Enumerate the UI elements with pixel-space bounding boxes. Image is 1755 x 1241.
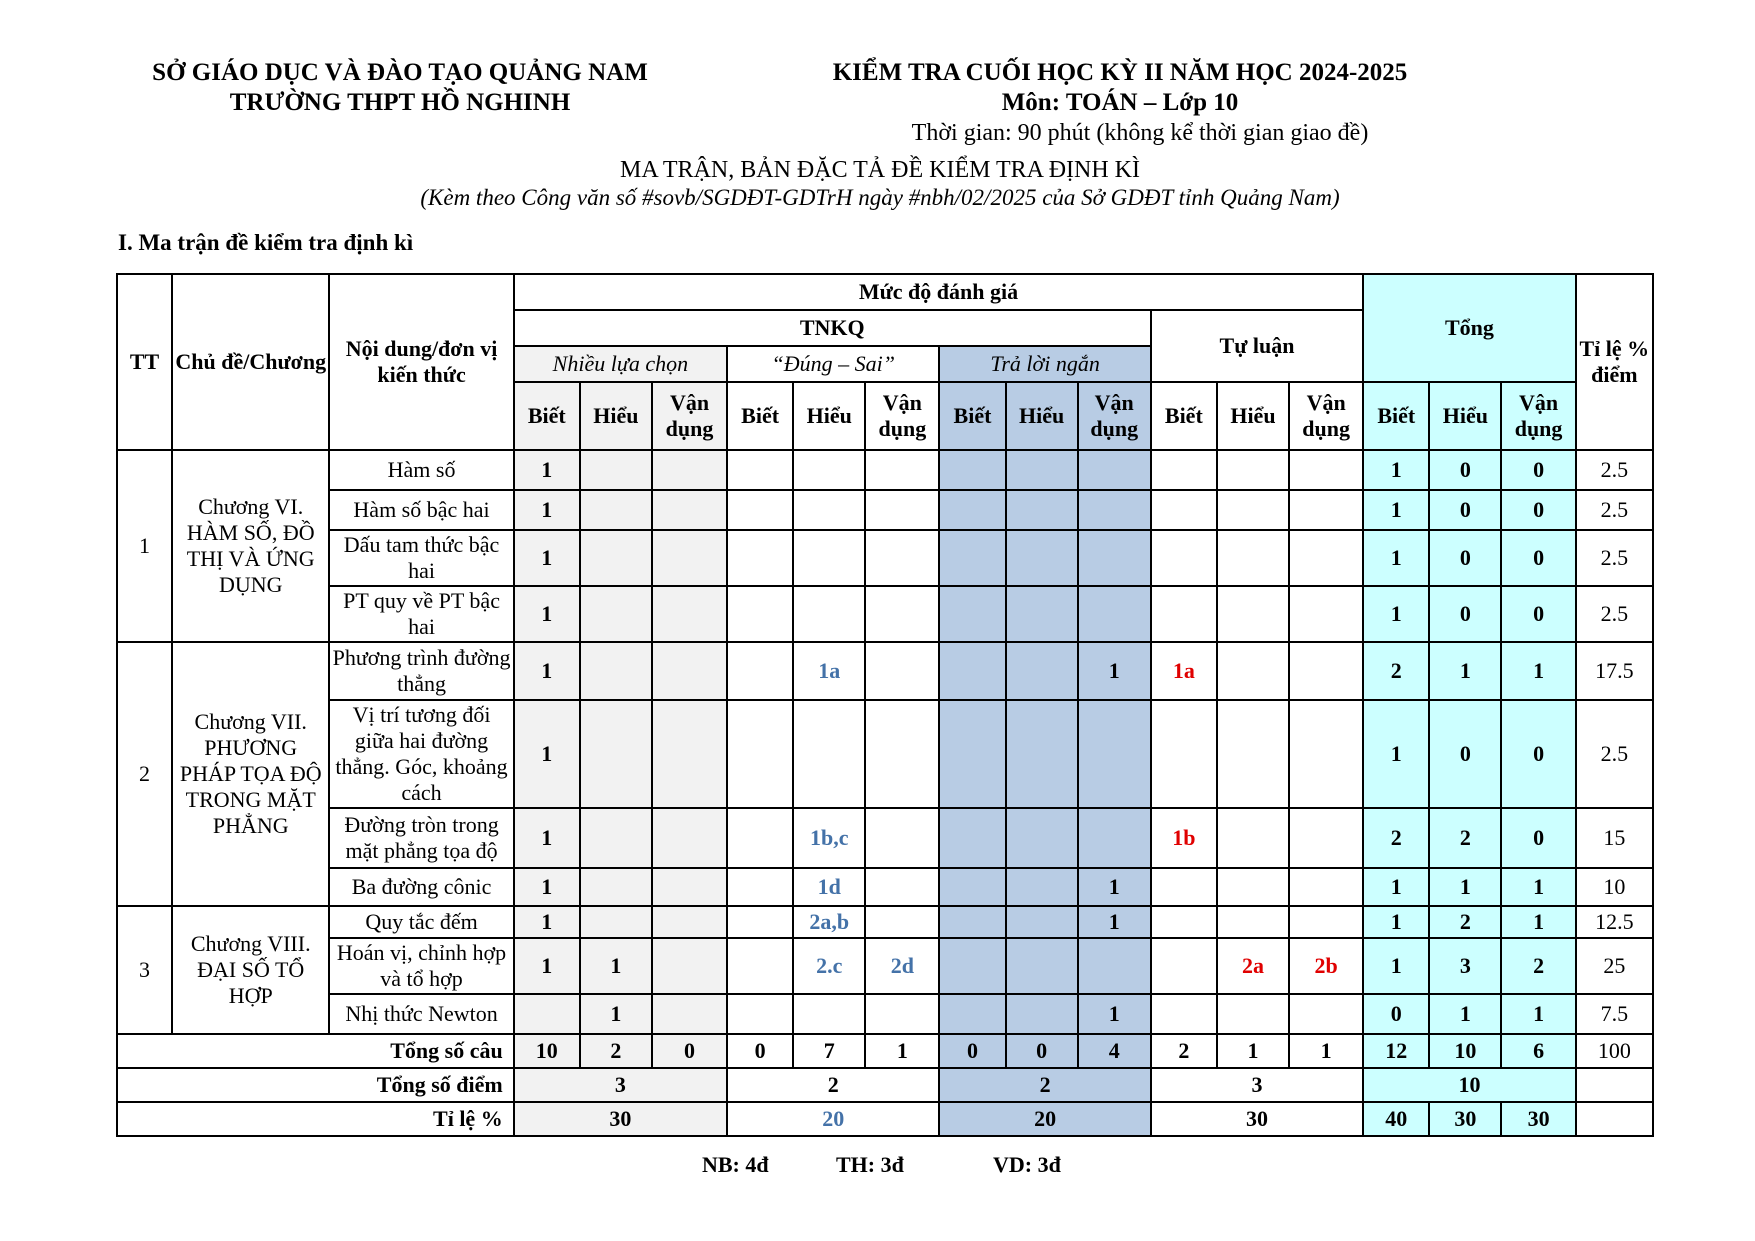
- matrix-cell: [580, 490, 652, 530]
- matrix-cell: [580, 808, 652, 868]
- chapter-name: Chương VII. PHƯƠNG PHÁP TỌA ĐỘ TRONG MẶT PHẲNG: [172, 642, 329, 906]
- matrix-cell: [939, 994, 1005, 1034]
- level-hieu: Hiểu: [1006, 382, 1078, 450]
- school-name: TRƯỜNG THPT HỒ NGHINH: [229, 89, 571, 116]
- matrix-cell: [1217, 530, 1289, 586]
- matrix-cell: [1151, 490, 1217, 530]
- matrix-cell: [652, 450, 727, 490]
- header-content: Nội dung/đơn vị kiến thức: [329, 274, 513, 450]
- total-questions-cell: 2: [580, 1034, 652, 1068]
- table-row: [117, 906, 1653, 938]
- matrix-cell: 1: [514, 490, 580, 530]
- matrix-cell: [580, 868, 652, 906]
- matrix-cell: 1: [1429, 994, 1501, 1034]
- matrix-cell: [1078, 938, 1151, 994]
- matrix-cell: 1: [514, 938, 580, 994]
- matrix-cell: [865, 450, 939, 490]
- matrix-cell: 1: [514, 868, 580, 906]
- level-van-dung: Vận dụng: [1501, 382, 1575, 450]
- topic-name: Ba đường cônic: [329, 868, 513, 906]
- matrix-cell: [1289, 700, 1363, 808]
- matrix-cell: [727, 700, 793, 808]
- matrix-cell: 2: [1363, 642, 1429, 700]
- matrix-cell: [1289, 808, 1363, 868]
- matrix-cell: 1: [1078, 642, 1151, 700]
- matrix-cell: 10: [1576, 868, 1653, 906]
- exam-time: Thời gian: 90 phút (không kể thời gian giao đề): [911, 120, 1369, 146]
- header-multiple-choice: Nhiều lựa chọn: [514, 346, 727, 382]
- matrix-cell: 1: [514, 642, 580, 700]
- matrix-cell: 1: [1078, 994, 1151, 1034]
- matrix-cell: [793, 490, 865, 530]
- subject-line: Môn: TOÁN – Lớp 10: [1001, 89, 1239, 116]
- total-questions-cell: 4: [1078, 1034, 1151, 1068]
- total-questions-label: Tổng số câu: [117, 1034, 514, 1068]
- matrix-cell: [1217, 808, 1289, 868]
- matrix-cell: 1: [1363, 450, 1429, 490]
- matrix-cell: [652, 808, 727, 868]
- matrix-cell: [939, 642, 1005, 700]
- matrix-cell: 2.5: [1576, 530, 1653, 586]
- matrix-cell: [1078, 490, 1151, 530]
- chapter-name: Chương VIII. ĐẠI SỐ TỔ HỢP: [172, 906, 329, 1034]
- matrix-cell: [1151, 994, 1217, 1034]
- matrix-cell: 0: [1501, 808, 1575, 868]
- header-chapter: Chủ đề/Chương: [172, 274, 329, 450]
- table-row: [117, 530, 1653, 586]
- document-note: (Kèm theo Công văn số #sovb/SGDĐT-GDTrH ngày #nbh/02/2025 của Sở GDĐT tỉnh Quảng Nam): [420, 185, 1340, 210]
- matrix-cell: [939, 938, 1005, 994]
- matrix-cell: [727, 642, 793, 700]
- matrix-cell: [1289, 994, 1363, 1034]
- matrix-cell: [727, 530, 793, 586]
- matrix-cell: 0: [1501, 586, 1575, 642]
- empty-cell: [1576, 1068, 1653, 1102]
- matrix-cell: 7.5: [1576, 994, 1653, 1034]
- matrix-cell: [865, 530, 939, 586]
- total-points-tong: 10: [1363, 1068, 1575, 1102]
- level-biet: Biết: [1151, 382, 1217, 450]
- matrix-cell: [727, 906, 793, 938]
- matrix-cell: [865, 642, 939, 700]
- ratio-ds: 20: [727, 1102, 939, 1136]
- matrix-cell: 1: [1363, 490, 1429, 530]
- total-questions-row: [117, 1034, 1653, 1068]
- matrix-cell: 2a,b: [793, 906, 865, 938]
- total-points-row: [117, 1068, 1653, 1102]
- ratio-tl: 30: [1151, 1102, 1363, 1136]
- matrix-cell: [793, 450, 865, 490]
- matrix-cell: 1: [1501, 906, 1575, 938]
- ratio-nlc: 30: [514, 1102, 727, 1136]
- matrix-cell: 2: [1429, 808, 1501, 868]
- matrix-cell: [580, 450, 652, 490]
- matrix-cell: [1006, 700, 1078, 808]
- matrix-cell: 2.5: [1576, 586, 1653, 642]
- ratio-hieu: 30: [1429, 1102, 1501, 1136]
- footer-vd: VD: 3đ: [993, 1152, 1061, 1177]
- matrix-cell: [1217, 700, 1289, 808]
- matrix-cell: [939, 450, 1005, 490]
- level-hieu: Hiểu: [793, 382, 865, 450]
- header-essay: Tự luận: [1151, 310, 1363, 382]
- matrix-cell: [652, 530, 727, 586]
- matrix-cell: [652, 868, 727, 906]
- topic-name: Quy tắc đếm: [329, 906, 513, 938]
- matrix-cell: [652, 490, 727, 530]
- matrix-cell: 2: [1501, 938, 1575, 994]
- matrix-cell: 0: [1429, 450, 1501, 490]
- matrix-cell: [793, 994, 865, 1034]
- matrix-cell: 1: [580, 938, 652, 994]
- matrix-cell: 1a: [793, 642, 865, 700]
- matrix-cell: [514, 994, 580, 1034]
- matrix-cell: 1: [1501, 868, 1575, 906]
- matrix-cell: [652, 906, 727, 938]
- matrix-cell: [1217, 450, 1289, 490]
- department-name: SỞ GIÁO DỤC VÀ ĐÀO TẠO QUẢNG NAM: [152, 59, 648, 86]
- level-biet: Biết: [1363, 382, 1429, 450]
- matrix-cell: [939, 530, 1005, 586]
- group-number: 3: [117, 906, 172, 1034]
- matrix-cell: [1006, 530, 1078, 586]
- matrix-cell: 1: [580, 994, 652, 1034]
- matrix-cell: [793, 700, 865, 808]
- matrix-cell: 0: [1501, 490, 1575, 530]
- document-title: MA TRẬN, BẢN ĐẶC TẢ ĐỀ KIỂM TRA ĐỊNH KÌ: [619, 157, 1141, 183]
- matrix-cell: 0: [1501, 530, 1575, 586]
- matrix-cell: [939, 490, 1005, 530]
- matrix-cell: 25: [1576, 938, 1653, 994]
- total-questions-cell: 100: [1576, 1034, 1653, 1068]
- matrix-cell: 2.5: [1576, 490, 1653, 530]
- matrix-cell: 1a: [1151, 642, 1217, 700]
- matrix-cell: [1006, 642, 1078, 700]
- table-row: [117, 642, 1653, 700]
- total-questions-cell: 2: [1151, 1034, 1217, 1068]
- matrix-cell: [1217, 490, 1289, 530]
- matrix-cell: [865, 808, 939, 868]
- matrix-cell: [1006, 490, 1078, 530]
- matrix-cell: 1: [1363, 700, 1429, 808]
- matrix-cell: [1289, 530, 1363, 586]
- matrix-cell: [727, 586, 793, 642]
- matrix-cell: 0: [1429, 586, 1501, 642]
- header-tnkq: TNKQ: [514, 310, 1151, 346]
- matrix-cell: [793, 530, 865, 586]
- total-questions-cell: 7: [793, 1034, 865, 1068]
- matrix-cell: [1078, 450, 1151, 490]
- table-row: [117, 450, 1653, 490]
- matrix-cell: [865, 586, 939, 642]
- matrix-cell: [1006, 586, 1078, 642]
- matrix-cell: [727, 938, 793, 994]
- matrix-cell: [865, 906, 939, 938]
- topic-name: Hàm số bậc hai: [329, 490, 513, 530]
- ratio-label: Tỉ lệ %: [117, 1102, 514, 1136]
- matrix-cell: 1: [514, 808, 580, 868]
- matrix-cell: 1: [514, 530, 580, 586]
- total-points-tln: 2: [939, 1068, 1150, 1102]
- matrix-cell: 2.5: [1576, 700, 1653, 808]
- matrix-cell: [1289, 586, 1363, 642]
- matrix-cell: [652, 994, 727, 1034]
- matrix-cell: 1: [514, 586, 580, 642]
- matrix-cell: [1151, 868, 1217, 906]
- matrix-cell: [727, 868, 793, 906]
- matrix-cell: [1217, 994, 1289, 1034]
- matrix-cell: 1: [1078, 868, 1151, 906]
- matrix-cell: 0: [1429, 490, 1501, 530]
- header-ratio: Tỉ lệ % điểm: [1576, 274, 1653, 450]
- matrix-cell: [1289, 906, 1363, 938]
- matrix-cell: 1: [1429, 868, 1501, 906]
- matrix-cell: [939, 700, 1005, 808]
- total-questions-cell: 10: [514, 1034, 580, 1068]
- table-row: [117, 994, 1653, 1034]
- level-van-dung: Vận dụng: [652, 382, 727, 450]
- matrix-cell: [1151, 906, 1217, 938]
- matrix-cell: [1151, 700, 1217, 808]
- matrix-cell: 2b: [1289, 938, 1363, 994]
- matrix-cell: [1151, 938, 1217, 994]
- assessment-matrix-table: [116, 273, 1654, 1137]
- header-tt: TT: [117, 274, 172, 450]
- topic-name: Phương trình đường thẳng: [329, 642, 513, 700]
- matrix-cell: [580, 530, 652, 586]
- topic-name: Nhị thức Newton: [329, 994, 513, 1034]
- matrix-cell: 2.5: [1576, 450, 1653, 490]
- matrix-cell: [652, 700, 727, 808]
- level-hieu: Hiểu: [1217, 382, 1289, 450]
- matrix-cell: [1289, 490, 1363, 530]
- header-short-answer: Trả lời ngắn: [939, 346, 1150, 382]
- level-van-dung: Vận dụng: [865, 382, 939, 450]
- total-questions-cell: 1: [1289, 1034, 1363, 1068]
- matrix-cell: [1006, 906, 1078, 938]
- section-title: I. Ma trận đề kiểm tra định kì: [118, 230, 414, 255]
- matrix-cell: [939, 868, 1005, 906]
- matrix-cell: [939, 906, 1005, 938]
- level-van-dung: Vận dụng: [1078, 382, 1151, 450]
- matrix-cell: [1006, 450, 1078, 490]
- matrix-cell: [865, 994, 939, 1034]
- level-van-dung: Vận dụng: [1289, 382, 1363, 450]
- total-points-tl: 3: [1151, 1068, 1363, 1102]
- level-biet: Biết: [727, 382, 793, 450]
- matrix-cell: [1217, 586, 1289, 642]
- matrix-cell: 1: [514, 906, 580, 938]
- matrix-cell: [1006, 808, 1078, 868]
- chapter-name: Chương VI. HÀM SỐ, ĐỒ THỊ VÀ ỨNG DỤNG: [172, 450, 329, 642]
- header-true-false: “Đúng – Sai”: [727, 346, 939, 382]
- matrix-cell: [1078, 808, 1151, 868]
- matrix-cell: 1b: [1151, 808, 1217, 868]
- matrix-cell: [1078, 586, 1151, 642]
- matrix-cell: 1b,c: [793, 808, 865, 868]
- matrix-cell: 1: [1363, 530, 1429, 586]
- matrix-cell: 0: [1363, 994, 1429, 1034]
- total-questions-cell: 1: [1217, 1034, 1289, 1068]
- table-row: [117, 700, 1653, 808]
- matrix-cell: 1: [1363, 906, 1429, 938]
- group-number: 2: [117, 642, 172, 906]
- matrix-cell: 1: [1363, 938, 1429, 994]
- matrix-cell: [865, 868, 939, 906]
- matrix-cell: [580, 586, 652, 642]
- matrix-cell: [1151, 530, 1217, 586]
- matrix-cell: [580, 642, 652, 700]
- level-hieu: Hiểu: [1429, 382, 1501, 450]
- table-row: [117, 586, 1653, 642]
- ratio-biet: 40: [1363, 1102, 1429, 1136]
- matrix-cell: 2a: [1217, 938, 1289, 994]
- total-questions-cell: 0: [1006, 1034, 1078, 1068]
- topic-name: Đường tròn trong mặt phẳng tọa độ: [329, 808, 513, 868]
- matrix-cell: [1289, 642, 1363, 700]
- matrix-cell: 1: [1501, 642, 1575, 700]
- matrix-cell: [1217, 906, 1289, 938]
- matrix-cell: 0: [1429, 530, 1501, 586]
- matrix-cell: 3: [1429, 938, 1501, 994]
- matrix-cell: [652, 586, 727, 642]
- table-row: [117, 868, 1653, 906]
- footer-th: TH: 3đ: [836, 1152, 904, 1177]
- matrix-cell: 1: [514, 700, 580, 808]
- total-points-nlc: 3: [514, 1068, 727, 1102]
- total-questions-cell: 10: [1429, 1034, 1501, 1068]
- matrix-cell: 2: [1363, 808, 1429, 868]
- matrix-cell: [727, 994, 793, 1034]
- total-questions-cell: 0: [939, 1034, 1005, 1068]
- matrix-cell: 17.5: [1576, 642, 1653, 700]
- header-assessment-level: Mức độ đánh giá: [514, 274, 1364, 310]
- matrix-cell: 0: [1501, 450, 1575, 490]
- topic-name: Vị trí tương đối giữa hai đường thẳng. Góc, khoảng cách: [329, 700, 513, 808]
- matrix-cell: [1217, 642, 1289, 700]
- level-biet: Biết: [939, 382, 1005, 450]
- matrix-cell: [939, 808, 1005, 868]
- matrix-cell: [1078, 700, 1151, 808]
- matrix-cell: [652, 642, 727, 700]
- total-questions-cell: 1: [865, 1034, 939, 1068]
- ratio-vd: 30: [1501, 1102, 1575, 1136]
- matrix-cell: [865, 490, 939, 530]
- matrix-cell: [1006, 938, 1078, 994]
- ratio-tln: 20: [939, 1102, 1150, 1136]
- ratio-row: [117, 1102, 1653, 1136]
- matrix-cell: [1078, 530, 1151, 586]
- matrix-cell: 2.c: [793, 938, 865, 994]
- level-hieu: Hiểu: [580, 382, 652, 450]
- footer-nb: NB: 4đ: [702, 1152, 769, 1177]
- matrix-cell: 1: [1501, 994, 1575, 1034]
- matrix-cell: 12.5: [1576, 906, 1653, 938]
- header-total: Tổng: [1363, 274, 1575, 382]
- matrix-cell: [1289, 450, 1363, 490]
- matrix-cell: 1: [1429, 642, 1501, 700]
- table-row: [117, 938, 1653, 994]
- matrix-cell: 2: [1429, 906, 1501, 938]
- level-biet: Biết: [514, 382, 580, 450]
- total-questions-cell: 0: [652, 1034, 727, 1068]
- matrix-cell: [580, 906, 652, 938]
- matrix-cell: [652, 938, 727, 994]
- matrix-cell: [1289, 868, 1363, 906]
- total-questions-cell: 0: [727, 1034, 793, 1068]
- matrix-cell: [1151, 586, 1217, 642]
- topic-name: PT quy về PT bậc hai: [329, 586, 513, 642]
- topic-name: Hàm số: [329, 450, 513, 490]
- matrix-cell: 15: [1576, 808, 1653, 868]
- table-row: [117, 490, 1653, 530]
- matrix-cell: [727, 490, 793, 530]
- matrix-cell: [865, 700, 939, 808]
- matrix-cell: [1151, 450, 1217, 490]
- matrix-cell: 0: [1501, 700, 1575, 808]
- topic-name: Dấu tam thức bậc hai: [329, 530, 513, 586]
- group-number: 1: [117, 450, 172, 642]
- total-points-label: Tổng số điểm: [117, 1068, 514, 1102]
- matrix-cell: [1217, 868, 1289, 906]
- table-row: [117, 808, 1653, 868]
- total-questions-cell: 6: [1501, 1034, 1575, 1068]
- matrix-cell: 2d: [865, 938, 939, 994]
- matrix-cell: [580, 700, 652, 808]
- matrix-cell: 0: [1429, 700, 1501, 808]
- matrix-cell: [727, 808, 793, 868]
- exam-title: KIỂM TRA CUỐI HỌC KỲ II NĂM HỌC 2024-2025: [832, 59, 1408, 86]
- matrix-cell: 1: [1078, 906, 1151, 938]
- total-points-ds: 2: [727, 1068, 939, 1102]
- matrix-cell: 1: [1363, 586, 1429, 642]
- topic-name: Hoán vị, chỉnh hợp và tổ hợp: [329, 938, 513, 994]
- empty-cell: [1576, 1102, 1653, 1136]
- total-questions-cell: 12: [1363, 1034, 1429, 1068]
- matrix-cell: [793, 586, 865, 642]
- matrix-cell: [1006, 868, 1078, 906]
- matrix-cell: 1d: [793, 868, 865, 906]
- matrix-cell: 1: [1363, 868, 1429, 906]
- matrix-cell: [939, 586, 1005, 642]
- matrix-cell: [1006, 994, 1078, 1034]
- matrix-cell: 1: [514, 450, 580, 490]
- matrix-cell: [727, 450, 793, 490]
